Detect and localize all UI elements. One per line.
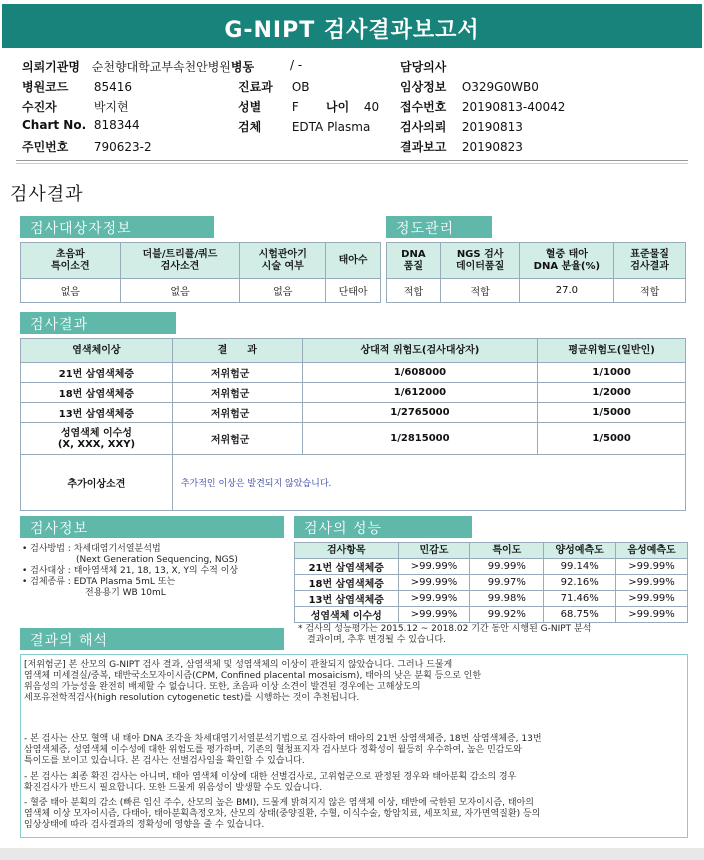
interp-line: 특이도를 보이고 있습니다. 본 검사는 선별검사임을 확인할 수 있습니다.: [24, 756, 305, 766]
table-cell: >99.99%: [616, 575, 688, 591]
section-title: 검사결과: [10, 184, 84, 205]
table-cell: 13번 삼염색체증: [295, 591, 399, 607]
sex-value: F: [291, 100, 299, 114]
table-header: 시험관아기 시술 여부: [240, 243, 326, 279]
table-cell: 1/2000: [538, 383, 686, 403]
table-cell: 성염색체 이수성: [295, 607, 399, 623]
hospital-code-label: 병원코드: [22, 80, 69, 94]
interpretation-paragraph: [24, 660, 684, 704]
hospital-code-field: [22, 78, 132, 95]
resident-no-value: 790623-2: [93, 140, 152, 154]
table-header: 초음파 특이소견: [21, 243, 121, 279]
interp-line: 삼염색체증, 성염색체 이수성에 대한 위험도를 평가하며, 기존의 혈청표지자 검사보다 정확성이 월등히 우수하여, 높은 민감도와: [24, 745, 522, 755]
table-cell: 1/5000: [538, 423, 686, 455]
performance-table: [294, 542, 688, 623]
specimen-field: [238, 118, 370, 135]
table-cell: 99.99%: [470, 559, 544, 575]
age-label: 나이: [326, 100, 350, 114]
table-header-row: [295, 543, 688, 559]
tab-test-info: 검사정보: [20, 516, 284, 538]
tab-interpretation: 결과의 해석: [20, 628, 284, 650]
hospital-code-value: 85416: [93, 80, 133, 94]
table-row: [21, 403, 686, 423]
table-row: [21, 423, 686, 455]
test-info-line: (Next Generation Sequencing, NGS): [22, 555, 238, 565]
clinical-field: [400, 78, 539, 95]
report-title: G-NIPT 검사결과보고서: [224, 18, 480, 43]
table-cell: 단태아: [326, 279, 381, 303]
table-row: [295, 591, 688, 607]
table-cell: 저위험군: [172, 363, 302, 383]
table-row: [21, 455, 686, 511]
table-cell: >99.99%: [398, 559, 470, 575]
age-value: 40: [363, 100, 380, 114]
table-cell: 없음: [240, 279, 326, 303]
table-header: 결 과: [172, 339, 302, 363]
table-header: 검사항목: [295, 543, 399, 559]
table-header: 음성예측도: [616, 543, 688, 559]
institution-field: [22, 58, 254, 75]
sex-field: [238, 98, 299, 115]
table-row: [21, 279, 381, 303]
collector-value: 박지현: [93, 100, 129, 114]
request-date-field: [400, 118, 523, 135]
doctor-field: [400, 58, 446, 75]
clinical-value: O329G0WB0: [461, 80, 539, 94]
specimen-value: EDTA Plasma: [291, 120, 371, 134]
ward-label: 병동: [230, 60, 255, 74]
table-row: [295, 559, 688, 575]
age-field: [326, 98, 379, 115]
extra-findings-label: 추가이상소견: [21, 455, 173, 511]
note-line: * 검사의 성능평가는 2015.12 ~ 2018.02 기간 동안 시행된 G-NIPT 분석: [298, 624, 592, 634]
table-cell: >99.99%: [616, 607, 688, 623]
table-cell: 99.97%: [470, 575, 544, 591]
tab-qc: 정도관리: [386, 216, 492, 238]
receipt-label: 접수번호: [400, 100, 447, 114]
doctor-label: 담당의사: [400, 60, 447, 74]
table-cell: 적합: [614, 279, 686, 303]
table-cell: 1/608000: [302, 363, 538, 383]
table-header: 민감도: [398, 543, 470, 559]
request-date-value: 20190813: [461, 120, 523, 134]
report-title-bar: [2, 4, 702, 48]
performance-note: [298, 624, 591, 646]
qc-table: [386, 242, 686, 303]
table-cell: 1/2815000: [302, 423, 538, 455]
page-footer-strip: [0, 848, 704, 860]
interp-line: 염색체 이상 모자이시즘, 다태아, 태아분획측정오차, 산모의 상태(중양질환, 수혈, 이식수술, 항암치료, 세포치료, 자가면역질환) 등의: [24, 809, 541, 819]
interp-line: - 혈중 태아 분획의 감소 (빠른 임신 주수, 산모의 높은 BMI), 드물게 밝혀지지 않은 염색체 이상, 태반에 국한된 모자이시즘, 태아의: [24, 798, 534, 808]
test-info-list: [22, 544, 238, 599]
table-header: 혈중 태아 DNA 분율(%): [520, 243, 614, 279]
table-cell: 99.98%: [470, 591, 544, 607]
table-cell: 없음: [120, 279, 240, 303]
department-value: OB: [291, 80, 310, 94]
table-cell: 1/2765000: [302, 403, 538, 423]
table-cell: >99.99%: [616, 591, 688, 607]
table-header: DNA 품질: [387, 243, 441, 279]
interp-line: 위음성의 가능성을 완전히 배제할 수 없습니다. 또한, 초음파 이상 소견이 발견된 경우에는 고해상도의: [24, 682, 421, 692]
table-cell: >99.99%: [398, 607, 470, 623]
table-cell: 1/1000: [538, 363, 686, 383]
clinical-label: 임상정보: [400, 80, 447, 94]
institution-value: 순천향대학교부속천안병원: [91, 60, 231, 74]
table-header-row: [21, 243, 381, 279]
interpretation-paragraph: [24, 772, 684, 794]
table-header: 특이도: [470, 543, 544, 559]
table-cell: >99.99%: [616, 559, 688, 575]
specimen-label: 검체: [238, 120, 262, 134]
test-info-line: • 검사대상 : 태아염색체 21, 18, 13, X, Y의 수적 이상: [22, 566, 239, 576]
table-cell: 저위험군: [172, 383, 302, 403]
test-info-line: • 검사방법 : 차세대염기서열분석법: [22, 544, 161, 554]
table-cell: >99.99%: [398, 575, 470, 591]
interp-line: 확진검사가 반드시 필요합니다. 또한 드물게 위음성이 발생할 수도 있습니다.: [24, 783, 323, 793]
interp-line: [저위험군] 본 산모의 G-NIPT 검사 결과, 삼염색체 및 성염색체의 이상이 관찰되지 않았습니다. 그러나 드물게: [24, 660, 453, 670]
table-row: [21, 363, 686, 383]
report-date-label: 결과보고: [400, 140, 447, 154]
table-cell: 13번 삼염색체증: [21, 403, 173, 423]
table-cell: 저위험군: [172, 423, 302, 455]
table-cell: >99.99%: [398, 591, 470, 607]
table-cell: 68.75%: [544, 607, 616, 623]
table-header: 표준물질 검사결과: [614, 243, 686, 279]
table-row: [21, 383, 686, 403]
table-header: 더블/트리플/쿼드 검사소견: [120, 243, 240, 279]
extra-findings-value: 추가적인 이상은 발견되지 않았습니다.: [172, 455, 685, 511]
table-cell: 적합: [440, 279, 520, 303]
table-cell: 71.46%: [544, 591, 616, 607]
note-line: 결과이며, 추후 변경될 수 있습니다.: [298, 635, 446, 645]
interp-line: - 본 검사는 최종 확진 검사는 아니며, 태아 염색체 이상에 대한 선별검사로, 고위험군으로 판정된 경우와 태아분획 감소의 경우: [24, 772, 517, 782]
table-header: 평균위험도(일반인): [538, 339, 686, 363]
table-header: NGS 검사 데이터품질: [440, 243, 520, 279]
resident-no-label: 주민번호: [22, 140, 69, 154]
tab-subject-info: 검사대상자정보: [20, 216, 214, 238]
table-cell: 적합: [387, 279, 441, 303]
table-cell: 92.16%: [544, 575, 616, 591]
table-cell: 없음: [21, 279, 121, 303]
receipt-field: [400, 98, 565, 115]
divider: [16, 163, 688, 164]
chart-value: 818344: [93, 118, 140, 132]
interp-line: 세포유전학적검사(high resolution cytogenetic test)를 시행하는 것이 추천됩니다.: [24, 693, 360, 703]
table-cell: 18번 삼염색체증: [21, 383, 173, 403]
divider: [16, 160, 688, 161]
table-cell: 1/5000: [538, 403, 686, 423]
table-header: 상대적 위험도(검사대상자): [302, 339, 538, 363]
interp-line: 염색체 미세결실/중복, 태반국소모자이시즘(CPM, Confined placental mosaicism), 태아의 낮은 분획 등으로 인한: [24, 671, 482, 681]
tab-performance: 검사의 성능: [294, 516, 472, 538]
table-cell: 99.14%: [544, 559, 616, 575]
table-cell: 99.92%: [470, 607, 544, 623]
chart-label: Chart No.: [22, 118, 87, 132]
table-header: 염색체이상: [21, 339, 173, 363]
interpretation-paragraph: [24, 798, 684, 831]
collector-field: [22, 98, 129, 115]
table-cell: 성염색체 이수성 (X, XXX, XXY): [21, 423, 173, 455]
table-cell: 18번 삼염색체증: [295, 575, 399, 591]
department-field: [238, 78, 310, 95]
resident-no-field: [22, 138, 152, 155]
table-cell: 21번 삼염색체증: [295, 559, 399, 575]
sex-label: 성별: [238, 100, 262, 114]
table-row: [387, 279, 686, 303]
tab-results: 검사결과: [20, 312, 176, 334]
subject-info-table: [20, 242, 381, 303]
table-cell: 27.0: [520, 279, 614, 303]
department-label: 진료과: [238, 80, 273, 94]
institution-label: 의뢰기관명: [22, 60, 80, 74]
interp-line: 임상상태에 따라 검사결과의 정확성에 영향을 줄 수 있습니다.: [24, 820, 265, 830]
test-info-line: 전용용기 WB 10mL: [22, 588, 166, 598]
ward-value: / -: [290, 58, 303, 72]
chart-field: [22, 118, 140, 132]
interp-line: - 본 검사는 산모 혈액 내 태아 DNA 조각을 차세대염기서열분석기법으로 검사하여 태아의 21번 삼염색체증, 18번 삼염색체증, 13번: [24, 734, 542, 744]
test-info-line: • 검체종류 : EDTA Plasma 5mL 또는: [22, 577, 176, 587]
receipt-value: 20190813-40042: [461, 100, 566, 114]
collector-label: 수진자: [22, 100, 57, 114]
table-header: 태아수: [326, 243, 381, 279]
report-date-value: 20190823: [461, 140, 523, 154]
report-date-field: [400, 138, 523, 155]
table-header-row: [21, 339, 686, 363]
results-table: [20, 338, 686, 511]
interpretation-paragraph: [24, 734, 684, 767]
request-date-label: 검사의뢰: [400, 120, 447, 134]
table-row: [295, 575, 688, 591]
table-header: 양성예측도: [544, 543, 616, 559]
table-row: [295, 607, 688, 623]
table-cell: 저위험군: [172, 403, 302, 423]
table-cell: 1/612000: [302, 383, 538, 403]
table-header-row: [387, 243, 686, 279]
table-cell: 21번 삼염색체증: [21, 363, 173, 383]
